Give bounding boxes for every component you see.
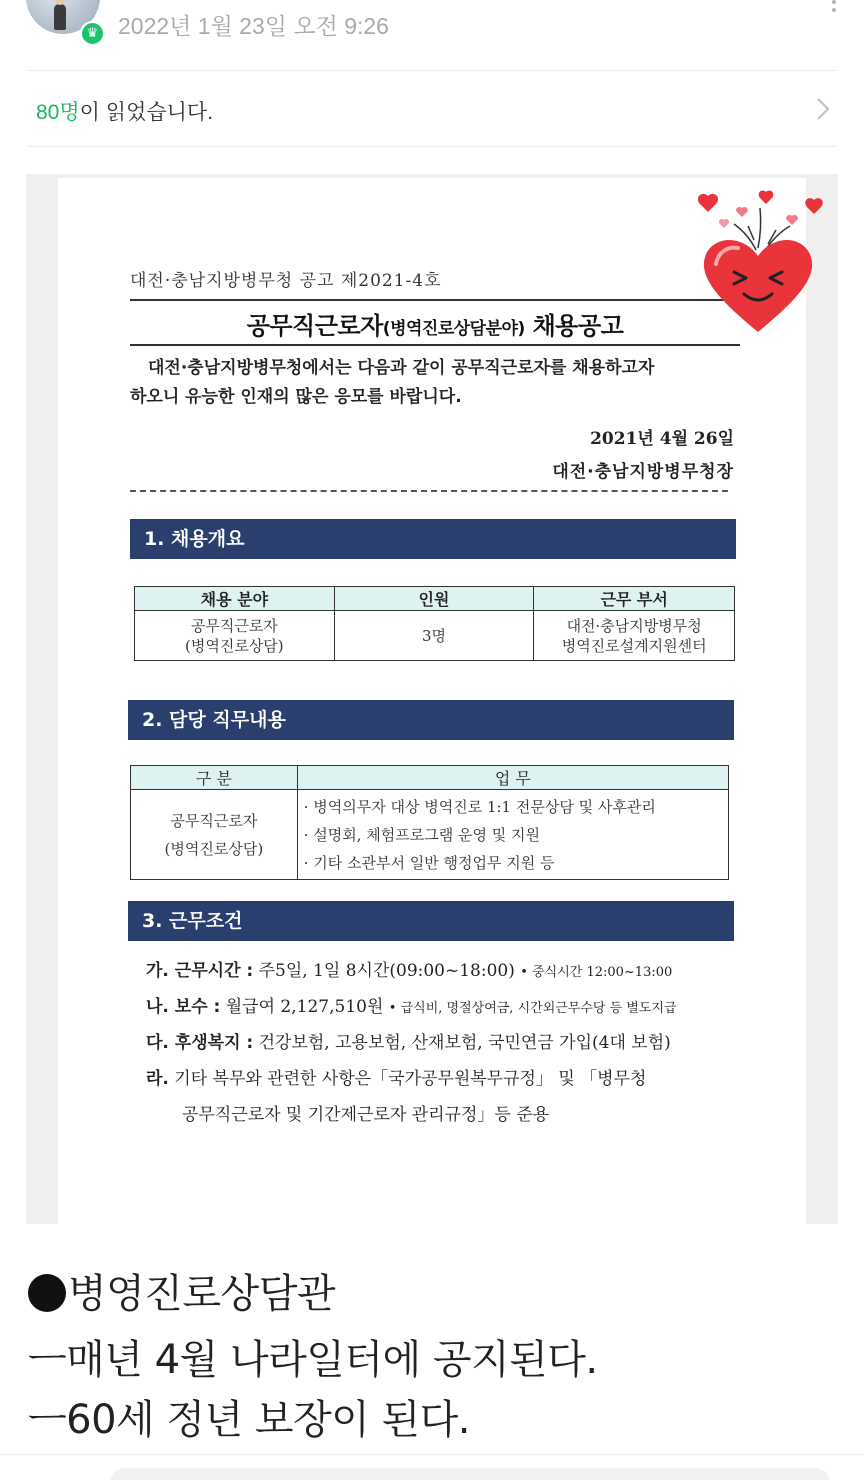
- table-header: 인원: [334, 587, 534, 611]
- reader-count: 80명: [36, 101, 80, 124]
- table-cell: 공무직근로자 (병역진로상담): [131, 790, 298, 880]
- comment-input-bar[interactable]: [110, 1468, 830, 1480]
- post-text-line: ㅡ60세 정년 보장이 된다.: [28, 1397, 471, 1443]
- crown-icon: ♛: [80, 21, 105, 46]
- list-item: · 기타 소관부서 일반 행정업무 지원 등: [303, 853, 555, 872]
- table-header: 업 무: [297, 766, 728, 790]
- divider: [26, 146, 838, 147]
- table-header: 구 분: [131, 766, 298, 790]
- more-options-icon[interactable]: [829, 0, 839, 20]
- table-cell: 3명: [334, 611, 534, 661]
- divider: [0, 1454, 864, 1455]
- title-bottom-rule: [130, 344, 740, 346]
- section-1-header: 1. 채용개요: [130, 519, 736, 559]
- notice-date: 2021년 4월 26일: [590, 429, 734, 449]
- post-date: 2022년 1월 23일 오전 9:26: [118, 13, 389, 39]
- condition-item: 라. 기타 복무와 관련한 사항은「국가공무원복무규정」 및 「병무청: [146, 1069, 647, 1089]
- duties-table: [130, 765, 729, 880]
- duty-list: [297, 790, 728, 880]
- notice-signer: 대전·충남지방병무청장: [552, 462, 734, 482]
- readers-row[interactable]: [36, 96, 213, 126]
- condition-item: 가. 근무시간 : 주5일, 1일 8시간(09:00~18:00) • 중식시간 12:00~13:00: [146, 961, 673, 981]
- notice-number: 대전·충남지방병무청 공고 제2021-4호: [130, 271, 442, 291]
- section-3-header: 3. 근무조건: [128, 901, 734, 941]
- section-2-header: 2. 담당 직무내용: [128, 700, 734, 740]
- dashed-divider: [130, 490, 728, 492]
- notice-title: 공무직근로자(병역진로상담분야) 채용공고: [246, 312, 624, 340]
- heart-face-sticker: [694, 186, 826, 336]
- post-heading: 병영진로상담관: [28, 1262, 335, 1319]
- chevron-right-icon[interactable]: [812, 96, 834, 122]
- condition-item: 다. 후생복지 : 건강보험, 고용보험, 산재보험, 국민연금 가입(4대 보험): [146, 1033, 671, 1053]
- table-header: 채용 분야: [135, 587, 335, 611]
- condition-item: 나. 보수 : 월급여 2,127,510원 • 급식비, 명절상여금, 시간외근무수당 등 별도지급: [146, 997, 677, 1017]
- post-text-line: ㅡ매년 4월 나라일터에 공지된다.: [28, 1337, 598, 1383]
- bullet-icon: [28, 1274, 66, 1312]
- title-top-rule: [130, 299, 740, 301]
- condition-continuation: 공무직근로자 및 기간제근로자 관리규정」등 준용: [182, 1105, 550, 1125]
- list-item: · 병역의무자 대상 병역진로 1:1 전문상담 및 사후관리: [303, 797, 656, 816]
- reader-label: 이 읽었습니다.: [79, 101, 214, 124]
- table-cell: 대전·충남지방병무청 병역진로설계지원센터: [534, 611, 735, 661]
- avatar-photo: [54, 4, 66, 30]
- table-header: 근무 부서: [534, 587, 735, 611]
- notice-intro: 대전·충남지방병무청에서는 다음과 같이 공무직근로자를 채용하고자 하오니 유능한 인재의 많은 응모를 바랍니다.: [130, 358, 655, 407]
- list-item: · 설명회, 체험프로그램 운영 및 지원: [303, 825, 540, 844]
- recruitment-table: [134, 586, 735, 661]
- table-cell: 공무직근로자 (병역진로상담): [135, 611, 335, 661]
- divider: [26, 70, 838, 71]
